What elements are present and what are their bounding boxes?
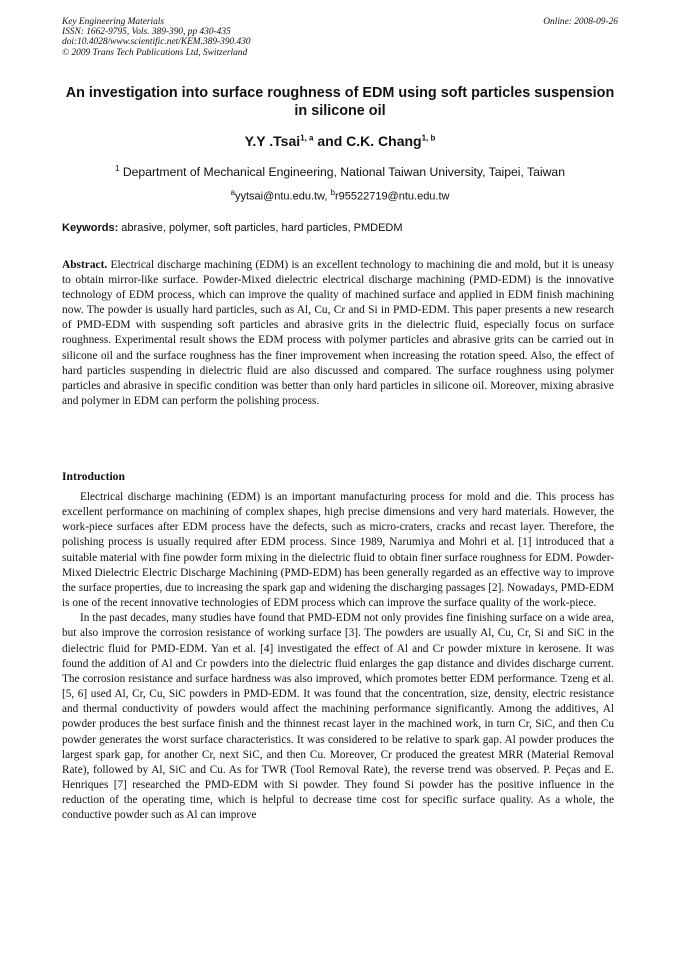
email-a: yytsai@ntu.edu.tw, xyxy=(234,190,331,203)
author-emails xyxy=(62,188,618,203)
abstract-text: Electrical discharge machining (EDM) is an excellent technology to machining die and mold, but it is uneasy to obtain mirror-like surface. Powder-Mixed dielectric electrical discharge machining (PMD-EDM) is the innovative technology of EDM process, which can improve the quality of machined surface and applied in EDM finish machining now. The powder is usually hard particles, such as Al, Cu, Cr and Si in PMD-EDM. This paper presents a new research of PMD-EDM with suspending soft particles and abrasive grits in the dielectric fluid, especially focus on surface roughness. Experimental result shows the EDM process with polymer particles and abrasive grits can be carried out in silicone oil and the surface roughness has the finer improvement when increasing the rotation speed. Also, the effect of hard particles suspending in dielectric fluid are also discussed and compared. The surface roughness using polymer particles and abrasive in specific condition was better than only hard particles in silicone oil. Moreover, mixing abrasive and polymer in EDM can perform the polishing process. xyxy=(62,259,614,407)
affiliation-text: Department of Mechanical Engineering, National Taiwan University, Taipei, Taiwan xyxy=(122,165,565,180)
abstract xyxy=(62,258,614,409)
section-heading-introduction: Introduction xyxy=(62,470,125,483)
affiliation xyxy=(62,164,618,179)
author-1-affil: 1, a xyxy=(300,133,314,143)
author-line xyxy=(62,133,618,149)
abstract-label: Abstract. xyxy=(62,259,108,271)
paper-title: An investigation into surface roughness of EDM using soft particles suspension in silicone oil xyxy=(65,85,615,119)
author-2: C.K. Chang xyxy=(346,133,422,149)
author-conjunction: and xyxy=(313,133,347,149)
online-date: Online: 2008-09-26 xyxy=(543,17,618,27)
keywords-label: Keywords: xyxy=(62,222,119,234)
email-b: r95522719@ntu.edu.tw xyxy=(334,190,450,203)
intro-paragraph-2: In the past decades, many studies have found that PMD-EDM not only provides fine finishing surface on a wide area, but also improve the corrosion resistance of working surface [3]. The powders are usually Al, Cu, Cr, Si and SiC in the dielectric fluid for PMD-EDM. Yan et al. [4] investigated the effect of Al and Cr powder mixture in kerosene. It was found the addition of Al and Cr powders into the dielectric fluid enlarges the gap distance and divides discharge current. The corrosion resistance and surface hardness was also improved, which promotes better EDM performance. Tzeng et al. [5, 6] used Al, Cr, Cu, SiC powders in PMD-EDM. It was found that the concentration, size, density, electric resistance and thermal conductivity of powders would affect the machining performance significantly. Among the additives, Al powder produces the best surface finish and the thinnest recast layer in the machined work, in turn Cr, SiC, and then Cu powder generates the worst surface characteristics. It was considered to be relative to spark gap. Al powder produces the largest spark gap, for another Cr, next SiC, and then Cu. Moreover, Cr produced the greatest MRR (Material Removal Rate), followed by Al, SiC and Cu. As for TWR (Tool Removal Rate), the reverse trend was observed. P. Peças and E. Henriques [7] researched the PMD-EDM with Si powder. They found Si powder has the positive influence in the reduction of the operating time, which is helpful to decrease time cost for specific surface quality. As a whole, the conductive powder such as Al can improve xyxy=(62,612,614,822)
journal-header xyxy=(62,17,618,58)
author-2-affil: 1, b xyxy=(421,133,436,143)
issn-line: ISSN: 1662-9795, Vols. 389-390, pp 430-435 xyxy=(62,27,231,38)
affiliation-number: 1 xyxy=(115,164,120,173)
intro-paragraph-1: Electrical discharge machining (EDM) is an important manufacturing process for mold and die. This process has excellent performance on machining of complex shapes, high precise dimensions and very hard materials. However, the work-piece surfaces after EDM process have the defects, such as micro-craters, cracks and recast layer. Therefore, the polishing process is usually required after EDM process. Since 1989, Narumiya and Mohri et al. [1] introduced that a suitable material with fine powder form mixing in the dielectric fluid to obtain finer surface roughness for EDM. Powder-Mixed Dielectric Electric Discharge Machining (PMD-EDM) has been generally regarded as an effective way to improve the surface properties, due to increasing the spark gap and widening the discharging passages [2]. Nowadays, PMD-EDM is one of the recent innovative technologies of EDM process which can improve the surface quality of the work-piece. xyxy=(62,491,614,610)
author-1: Y.Y .Tsai xyxy=(244,133,301,149)
introduction-body xyxy=(62,490,614,823)
copyright-line: © 2009 Trans Tech Publications Ltd, Switzerland xyxy=(62,47,248,58)
email-a-marker: a xyxy=(230,188,235,197)
keywords-text: abrasive, polymer, soft particles, hard particles, PMDEDM xyxy=(118,222,403,234)
doi-line: doi:10.4028/www.scientific.net/KEM.389-390.430 xyxy=(62,37,251,48)
journal-name: Key Engineering Materials xyxy=(62,17,165,27)
email-b-marker: b xyxy=(330,188,335,197)
keywords xyxy=(62,222,618,234)
